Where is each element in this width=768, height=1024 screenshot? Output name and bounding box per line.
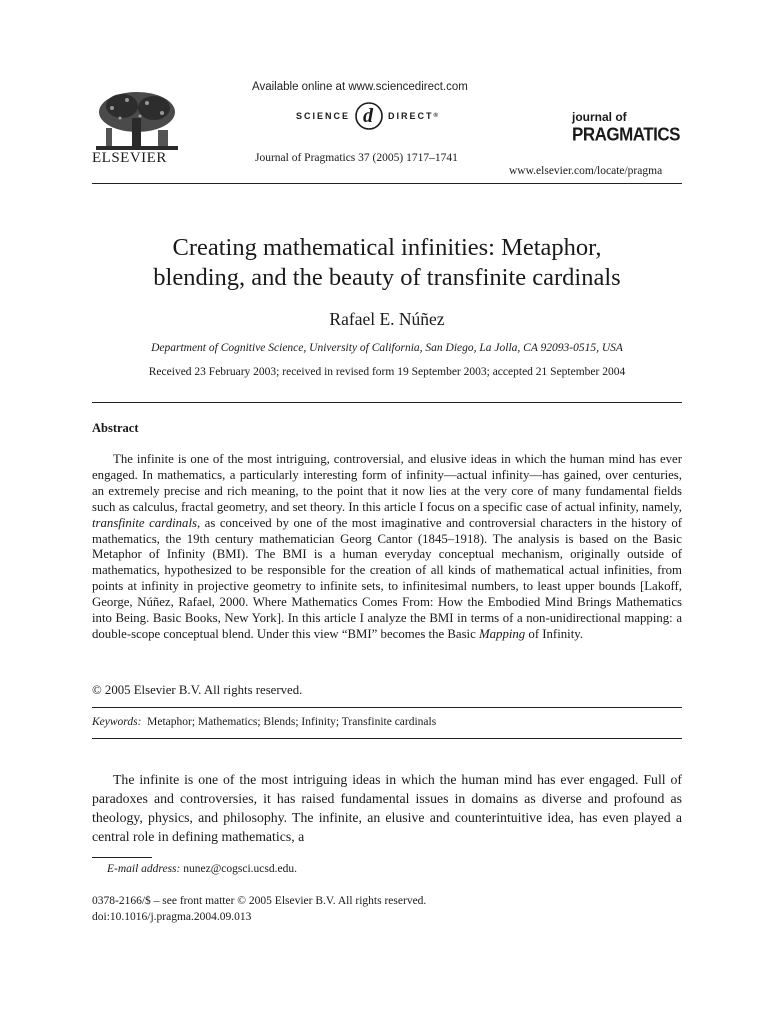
sd-left-text: SCIENCE: [296, 111, 351, 121]
email-address[interactable]: nunez@cogsci.ucsd.edu.: [183, 863, 297, 875]
title-line-1: Creating mathematical infinities: Metaphor,: [172, 234, 602, 261]
journal-logo: [572, 108, 680, 143]
body-paragraph-1: The infinite is one of the most intriguing ideas in which the human mind has ever engaged. Full of paradoxes and controversies, it has raised fundamental issues in domains as diverse and profound as theology, physics, and philosophy. The infinite, an elusive and counterintuitive idea, has even played a central role in defining mathematics, a: [92, 772, 682, 844]
header-divider: [92, 183, 682, 184]
keywords-top-divider: [92, 707, 682, 708]
keywords-line: [92, 716, 436, 728]
abstract-part-2: , as conceived by one of the most imaginative and controversial characters in the history of mathematics, the 19th century mathematician Georg Cantor (1845–1918). The analysis is based on the Basic Metaphor of Infinity (BMI). The BMI is a human everyday conceptual mechanism, originally outside of mathematics, hypothesized to be responsible for the creation of all kinds of mathematical actual infinities, from points at infinity in projective geometry to infinite sets, to infinitesimal numbers, to least upper bounds [Lakoff, George, Núñez, Rafael, 2000. Where Mathematics Comes From: How the Embodied Mind Brings Mathematics into Being. Basic Books, New York]. In this article I analyze the BMI in terms of a non-unidirectional mapping: a double-scope conceptual blend. Under this view “BMI” becomes the Basic: [92, 515, 682, 641]
abstract-part-1: The infinite is one of the most intriguing, controversial, and elusive ideas in which the human mind has ever engaged. In mathematics, a particularly interesting form of infinity—actual infinity—has gained, over centuries, an extremely precise and rich meaning, to the point that it now lies at the very core of many fundamental fields such as calculus, fractal geometry, and set theory. In this article I focus on a specific case of actual infinity, namely,: [92, 452, 682, 514]
sciencedirect-at-icon: [353, 100, 385, 132]
journal-url[interactable]: www.elsevier.com/locate/pragma: [509, 165, 663, 177]
footnote-divider: [92, 857, 152, 858]
publisher-name: ELSEVIER: [92, 150, 167, 166]
abstract-heading: Abstract: [92, 421, 139, 435]
issn-line: 0378-2166/$ – see front matter © 2005 Elsevier B.V. All rights reserved.: [92, 895, 427, 907]
sd-right-text: DIRECT: [388, 111, 434, 121]
email-label: E-mail address:: [107, 863, 181, 875]
journal-logo-small: journal of: [572, 110, 627, 124]
keywords-label: Keywords:: [92, 716, 142, 728]
sd-registered-mark: ®: [433, 113, 440, 119]
journal-logo-big: PRAGMATICS: [572, 124, 681, 145]
abstract-copyright: © 2005 Elsevier B.V. All rights reserved.: [92, 683, 303, 697]
available-online-text: Available online at www.sciencedirect.com: [252, 81, 468, 93]
abstract-italic-1: transfinite cardinals: [92, 515, 197, 530]
sciencedirect-logo: [296, 100, 440, 132]
keywords-list: Metaphor; Mathematics; Blends; Infinity; Transfinite cardinals: [147, 716, 437, 728]
article-title: [92, 233, 682, 293]
doi-line[interactable]: doi:10.1016/j.pragma.2004.09.013: [92, 911, 252, 923]
keywords-bottom-divider: [92, 738, 682, 739]
svg-text:d: d: [363, 105, 376, 127]
abstract-italic-2: Mapping: [479, 626, 526, 641]
abstract-top-divider: [92, 402, 682, 403]
body-text: [92, 770, 682, 846]
abstract-part-3: of Infinity.: [525, 626, 584, 641]
abstract-text: [92, 452, 682, 643]
received-dates: Received 23 February 2003; received in revised form 19 September 2003; accepted 21 September 2004: [148, 366, 626, 378]
author-name: Rafael E. Núñez: [329, 309, 445, 329]
author-affiliation: Department of Cognitive Science, University of California, San Diego, La Jolla, CA 92093-0515, USA: [151, 342, 623, 354]
journal-reference: Journal of Pragmatics 37 (2005) 1717–1741: [255, 152, 458, 164]
title-line-2: blending, and the beauty of transfinite cardinals: [153, 264, 621, 291]
footnote-email: [107, 863, 297, 875]
